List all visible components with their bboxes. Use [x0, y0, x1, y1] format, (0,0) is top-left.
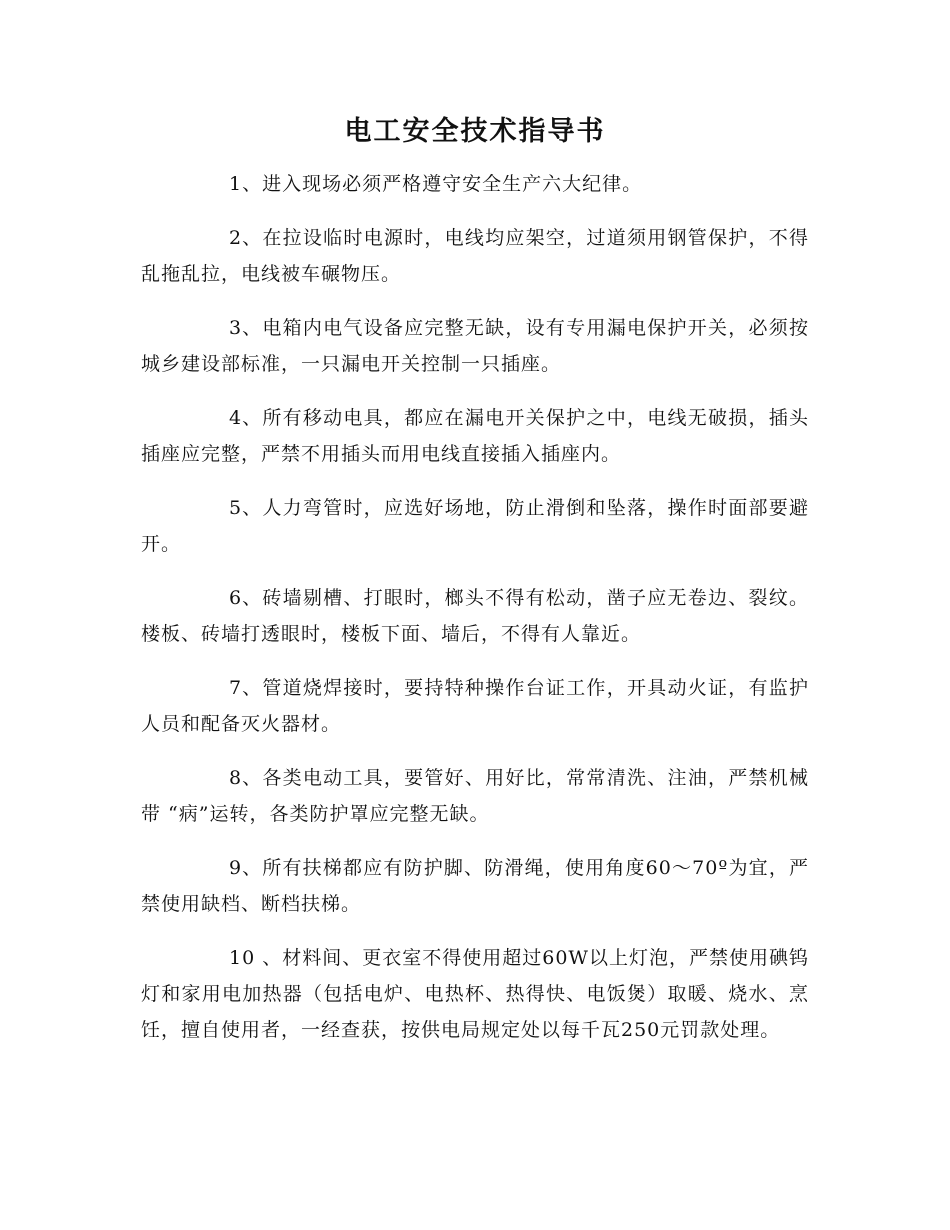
paragraph-7 — [141, 670, 809, 742]
paragraph-4 — [141, 400, 809, 472]
item-number: 3、 — [229, 317, 263, 339]
item-text: 电箱内电气设备应完整无缺，设有专用漏电保护开关，必须按城乡建设部标准，一只漏电开关控制一只插座。 — [141, 317, 809, 375]
item-text: 砖墙剔槽、打眼时，榔头不得有松动，凿子应无卷边、裂纹。楼板、砖墙打透眼时，楼板下面、墙后，不得有人靠近。 — [141, 587, 809, 645]
item-text: 所有扶梯都应有防护脚、防滑绳，使用角度60～70º为宜，严禁使用缺档、断档扶梯。 — [141, 857, 809, 915]
item-text: 所有移动电具，都应在漏电开关保护之中，电线无破损，插头插座应完整，严禁不用插头而用电线直接插入插座内。 — [141, 407, 809, 465]
item-text: 进入现场必须严格遵守安全生产六大纪律。 — [262, 173, 643, 195]
paragraph-8 — [141, 760, 809, 832]
item-number: 9、 — [229, 857, 263, 879]
document-body — [141, 166, 809, 1066]
paragraph-3 — [141, 310, 809, 382]
item-text: 在拉设临时电源时，电线均应架空，过道须用钢管保护，不得乱拖乱拉，电线被车碾物压。 — [141, 227, 809, 285]
item-number: 4、 — [229, 407, 263, 429]
paragraph-2 — [141, 220, 809, 292]
item-number: 6、 — [229, 587, 263, 609]
paragraph-6 — [141, 580, 809, 652]
item-text: 材料间、更衣室不得使用超过60W以上灯泡，严禁使用碘钨灯和家用电加热器（包括电炉、电热杯、热得快、电饭煲）取暖、烧水、烹饪，擅自使用者，一经查获，按供电局规定处以每千瓦250元罚款处理。 — [141, 947, 809, 1041]
paragraph-9 — [141, 850, 809, 922]
item-number: 7、 — [229, 677, 263, 699]
item-number: 10 、 — [229, 947, 283, 969]
item-number: 8、 — [229, 767, 263, 789]
item-text: 各类电动工具，要管好、用好比，常常清洗、注油，严禁机械带 “病”运转，各类防护罩应完整无缺。 — [141, 767, 809, 825]
item-number: 1、 — [229, 173, 263, 195]
item-number: 2、 — [229, 227, 263, 249]
paragraph-10 — [141, 940, 809, 1048]
paragraph-5 — [141, 490, 809, 562]
item-text: 管道烧焊接时，要持特种操作台证工作，开具动火证，有监护人员和配备灭火器材。 — [141, 677, 809, 735]
item-number: 5、 — [229, 497, 263, 519]
document-title: 电工安全技术指导书 — [344, 116, 606, 147]
item-text: 人力弯管时，应选好场地，防止滑倒和坠落，操作时面部要避开。 — [141, 497, 809, 555]
paragraph-1 — [141, 166, 809, 202]
